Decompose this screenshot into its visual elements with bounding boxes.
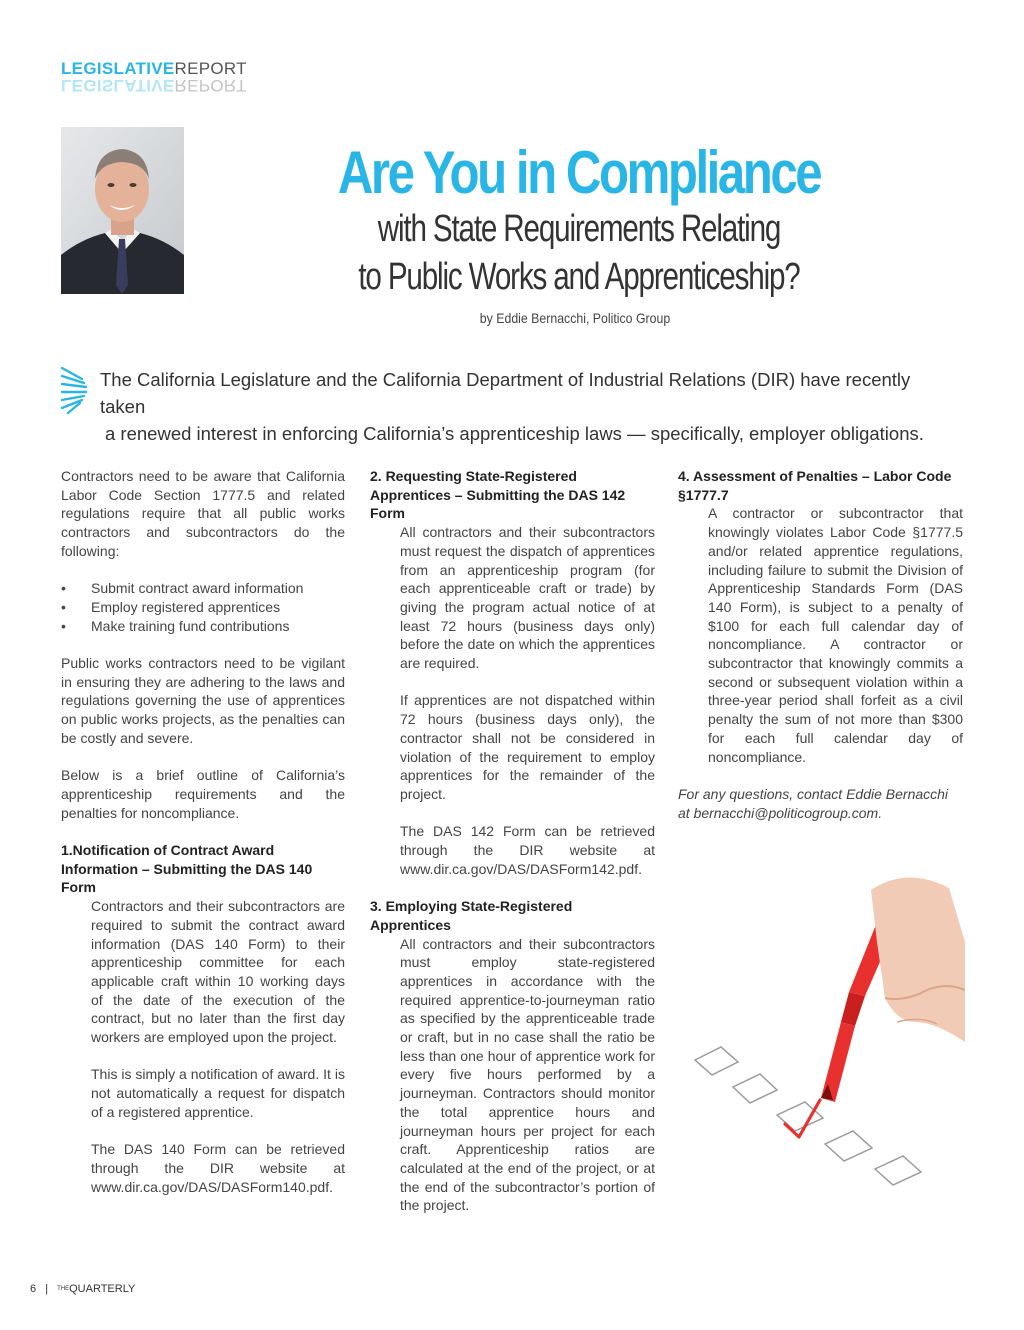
paragraph: The DAS 142 Form can be retrieved through the DIR website at www.dir.ca.gov/DAS/DASForm142.pdf. [400,823,655,877]
section-heading-4: 4. Assessment of Penalties – Labor Code §1777.7 [678,468,952,503]
burst-icon [60,366,90,414]
paragraph: Below is a brief outline of California’s apprenticeship requirements and the penalties for noncompliance. [61,767,345,821]
contact-note: For any questions, contact Eddie Bernacchi at bernacchi@politicogroup.com. [678,785,949,821]
footer-separator: | [45,1283,49,1295]
publication-article: THE [57,1286,70,1293]
paragraph: Public works contractors need to be vigilant in ensuring they are adhering to the laws and regulations governing the use of apprentices on public works projects, as the penalties can be costly and severe. [61,655,345,746]
column-1 [61,467,345,1215]
paragraph: This is simply a notification of award. It is not automatically a request for dispatch of a registered apprentice. [91,1066,345,1120]
paragraph: All contractors and their subcontractors must employ state-registered apprentices in accordance with the required apprentice-to-journeyman ratio as specified by the apprenticeable trade or craft, but in no case shall the ratio be less than one hour of apprentice work for every five hours performed by a journeyman. Contractors should monitor the total apprentice hours and journeyman hours per project for each craft. Apprenticeship ratios are calculated at the end of the project, or at the end of the subcontractor’s portion of the project. [400,935,655,1214]
section-tag-reflection-bold: LEGISLATIVE [61,76,175,95]
byline: by Eddie Bernacchi, Politico Group [479,310,671,326]
list-item: • Employ registered apprentices [61,598,345,617]
author-photo-image [61,127,184,294]
section-heading-2: 2. Requesting State-Registered Apprentices – Submitting the DAS 142 Form [370,468,626,522]
section-tag [61,60,247,77]
page-number: 6 [30,1283,37,1295]
list-item: • Submit contract award information [61,579,345,598]
section-tag-reflection [61,77,247,94]
intro-line-2: a renewed interest in enforcing California’s apprenticeship laws — specifically, employer obligations. [105,423,924,444]
column-3 [678,467,963,841]
paragraph: A contractor or subcontractor that knowingly violates Labor Code §1777.5 and/or related apprentice regulations, including failure to submit the Division of Apprenticeship Standards Form (DAS 140 Form), is subject to a penalty of $100 for each full calendar day of noncompliance. A contractor or subcontractor that knowingly commits a second or subsequent violation within a three-year period shall forfeit as a civil penalty the sum of not more than $300 for each full calendar day of noncompliance. [708,505,963,765]
paragraph: Contractors need to be aware that California Labor Code Section 1777.5 and related regulations require that all public works contractors and subcontractors do the following: [61,468,345,559]
section-heading-1: 1.Notification of Contract Award Information – Submitting the DAS 140 Form [61,842,313,896]
column-2 [370,467,655,1234]
paragraph: All contractors and their subcontractors must request the dispatch of apprentices from an apprenticeship program (for each apprenticeable craft or trade) by giving the program actual notice of at least 72 hours (business days only) before the date on which the apprentices are required. [400,524,655,672]
paragraph: Contractors and their subcontractors are required to submit the contract award information (DAS 140 Form) to their apprenticeship committee for each applicable craft within 10 working days of the date of the execution of the contract, but no later than the first day workers are employed upon the project. [91,898,345,1046]
article-subtitle-line-1: with State Requirements Relating [377,208,781,250]
requirements-list [61,579,345,635]
page-footer [30,1283,135,1295]
intro-line-1: The California Legislature and the California Department of Industrial Relations (DIR) have recently taken [100,369,911,417]
section-tag-bold: LEGISLATIVE [61,59,175,78]
section-tag-regular: REPORT [174,59,247,78]
publication-name: QUARTERLY [69,1283,136,1295]
article-subtitle-line-2: to Public Works and Apprenticeship? [358,256,800,298]
section-tag-reflection-regular: REPORT [174,76,247,95]
intro-paragraph [100,366,960,447]
paragraph: The DAS 140 Form can be retrieved through the DIR website at www.dir.ca.gov/DAS/DASForm140.pdf. [91,1141,345,1195]
author-photo [61,127,184,294]
checklist-pen-image [675,872,965,1194]
paragraph: If apprentices are not dispatched within 72 hours (business days only), the contractor shall not be considered in violation of the requirement to employ apprentices for the remainder of the project. [400,692,655,802]
section-heading-3: 3. Employing State-Registered Apprentices [370,898,573,933]
article-title: Are You in Compliance [337,139,821,206]
list-item: • Make training fund contributions [61,617,345,636]
